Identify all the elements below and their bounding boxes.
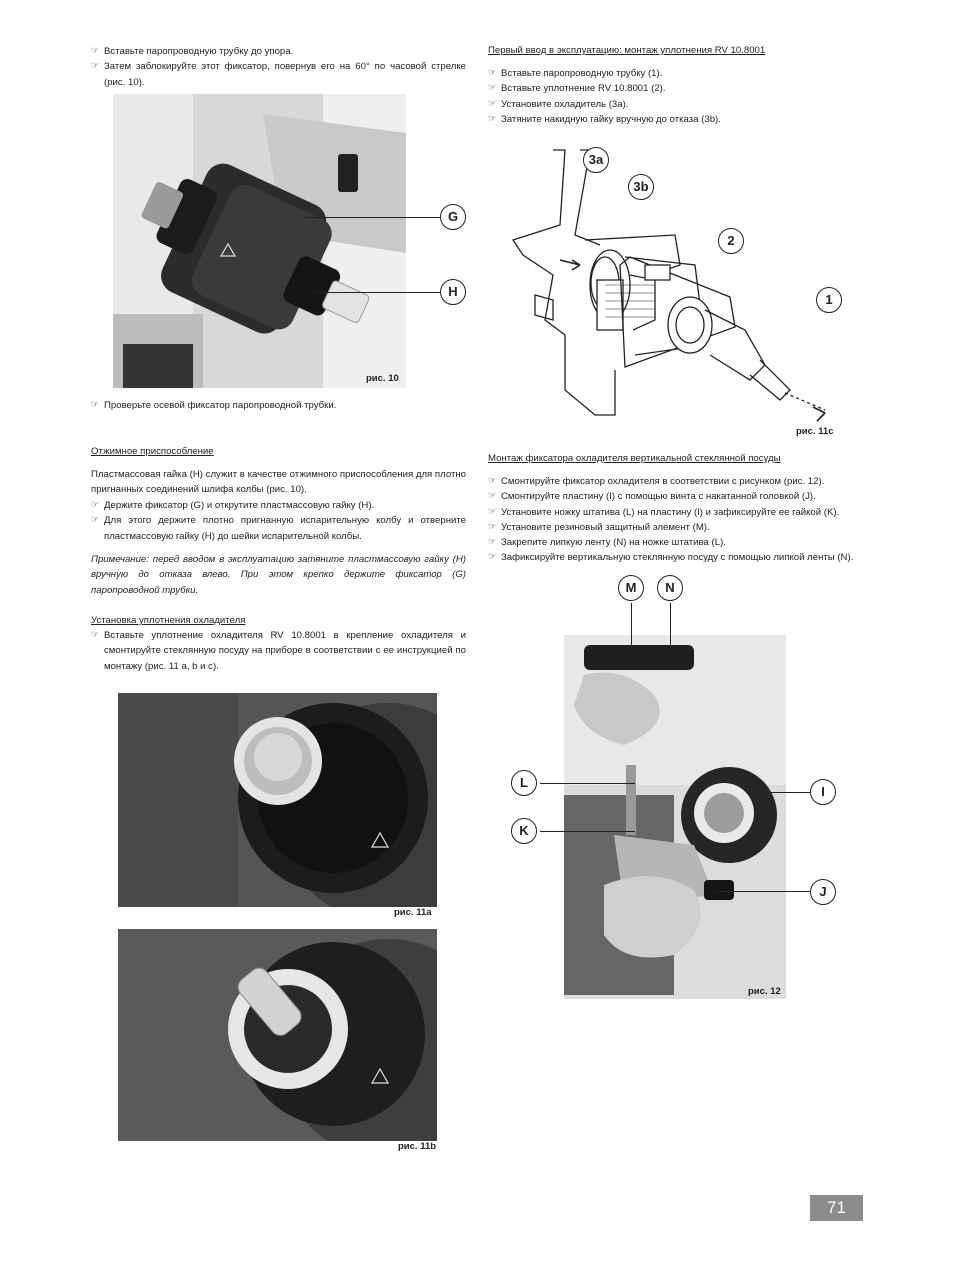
leader-line — [305, 217, 440, 218]
leader-line — [631, 603, 632, 653]
list-item: ☞ Установите ножку штатива (L) на пластину (I) и зафиксируйте ее гайкой (K). — [488, 505, 868, 520]
leader-line — [540, 831, 635, 832]
cooler-seal-photo-b — [118, 929, 437, 1141]
callout-i: I — [810, 779, 836, 805]
seal-assembly-line-drawing — [505, 145, 845, 430]
section-heading: Монтаж фиксатора охладителя вертикальной стеклянной посуды — [488, 453, 781, 464]
callout-3b: 3b — [628, 174, 654, 200]
list-item: ☞ Зафиксируйте вертикальную стеклянную посуду с помощью липкой ленты (N). — [488, 550, 868, 565]
section-heading: Первый ввод в эксплуатацию: монтаж уплотнения RV 10.8001 — [488, 45, 766, 56]
pointing-hand-icon: ☞ — [488, 552, 497, 563]
right-sec2-list — [488, 474, 868, 566]
pointing-hand-icon: ☞ — [488, 521, 497, 532]
pointing-hand-icon: ☞ — [488, 491, 497, 502]
callout-h: H — [440, 279, 466, 305]
sec2-list — [91, 628, 466, 674]
pointing-hand-icon: ☞ — [488, 68, 497, 78]
pointing-hand-icon: ☞ — [91, 515, 100, 526]
list-item: ☞ Установите охладитель (3a). — [488, 97, 863, 112]
leader-line — [315, 292, 440, 293]
list-item: ☞ Затем заблокируйте этот фиксатор, повернув его на 60° по часовой стрелке (рис. 10). — [91, 61, 466, 88]
list-item: ☞ Вставьте уплотнение RV 10.8001 (2). — [488, 81, 863, 96]
paragraph: Пластмассовая гайка (H) служит в качестве отжимного приспособления для плотно пригнанных соединений шлифа колбы (рис. 10). — [91, 469, 466, 496]
callout-1: 1 — [816, 287, 842, 313]
figure-12-photo — [564, 635, 786, 999]
rotary-evaporator-photo-illustration — [113, 94, 406, 388]
list-item: ☞ Проверьте осевой фиксатор паропроводной трубки. — [91, 398, 466, 413]
callout-3a: 3a — [583, 147, 609, 173]
list-item: ☞ Вставьте паропроводную трубку (1). — [488, 66, 863, 81]
callout-2: 2 — [718, 228, 744, 254]
figure-caption: рис. 11c — [796, 426, 834, 437]
leader-line — [540, 783, 635, 784]
callout-m: M — [618, 575, 644, 601]
figure-caption: рис. 11a — [394, 907, 432, 918]
pointing-hand-icon: ☞ — [488, 113, 497, 124]
leader-line — [670, 603, 671, 653]
list-item: ☞ Вставьте паропроводную трубку до упора. — [91, 44, 466, 59]
pointing-hand-icon: ☞ — [488, 98, 497, 109]
callout-g: G — [440, 204, 466, 230]
callout-k: K — [511, 818, 537, 844]
figure-11b-photo — [118, 929, 437, 1141]
sec1-list — [91, 498, 466, 544]
leader-line — [715, 891, 810, 892]
pointing-hand-icon: ☞ — [488, 83, 497, 94]
callout-l: L — [511, 770, 537, 796]
figure-11a-photo — [118, 693, 437, 907]
note: Примечание: перед вводом в эксплуатацию затяните пластмассовую гайку (H) вручную до отказа влево. При этом крепко держите фиксатор (G) паропроводной трубки. — [91, 554, 466, 596]
pointing-hand-icon: ☞ — [91, 400, 100, 410]
cooler-seal-photo-a — [118, 693, 437, 907]
list-item: ☞ Установите резиновый защитный элемент (M). — [488, 520, 868, 535]
figure-caption: рис. 10 — [366, 373, 399, 384]
list-item: ☞ Держите фиксатор (G) и открутите пластмассовую гайку (H). — [91, 498, 466, 513]
section-heading: Установка уплотнения охладителя — [91, 615, 246, 626]
pointing-hand-icon: ☞ — [488, 476, 497, 486]
list-item: ☞ Для этого держите плотно пригнанную испарительную колбу и отверните пластмассовую гайку (H) до шейки испарительной колбы. — [91, 515, 466, 542]
left-top-list — [91, 44, 466, 90]
right-sec1-list — [488, 66, 863, 127]
callout-j: J — [810, 879, 836, 905]
figure-11c-drawing — [505, 145, 845, 430]
list-item: ☞ Вставьте уплотнение охладителя RV 10.8001 в крепление охладителя и смонтируйте стеклянную посуду на приборе в соответствии с ее инструкцией по монтажу (рис. 11 a, b и c). — [91, 630, 466, 672]
figure-10-photo — [113, 94, 406, 388]
cooler-holder-photo-illustration — [564, 635, 786, 999]
figure-caption: рис. 11b — [398, 1141, 437, 1152]
pointing-hand-icon: ☞ — [91, 630, 100, 640]
pointing-hand-icon: ☞ — [91, 61, 100, 72]
section-heading: Отжимное приспособление — [91, 446, 214, 457]
list-item: ☞ Смонтируйте фиксатор охладителя в соответствии с рисунком (рис. 12). — [488, 474, 868, 489]
list-item: ☞ Закрепите липкую ленту (N) на ножке штатива (L). — [488, 535, 868, 550]
leader-line — [760, 792, 810, 793]
list-item: ☞ Затяните накидную гайку вручную до отказа (3b). — [488, 112, 863, 127]
pointing-hand-icon: ☞ — [91, 500, 100, 510]
figure-caption: рис. 12 — [748, 986, 781, 997]
callout-n: N — [657, 575, 683, 601]
pointing-hand-icon: ☞ — [488, 506, 497, 517]
pointing-hand-icon: ☞ — [91, 46, 100, 56]
page-number: 71 — [810, 1195, 863, 1221]
after-fig10-list — [91, 398, 466, 413]
list-item: ☞ Смонтируйте пластину (I) с помощью винта с накатанной головкой (J). — [488, 489, 868, 504]
pointing-hand-icon: ☞ — [488, 537, 497, 548]
